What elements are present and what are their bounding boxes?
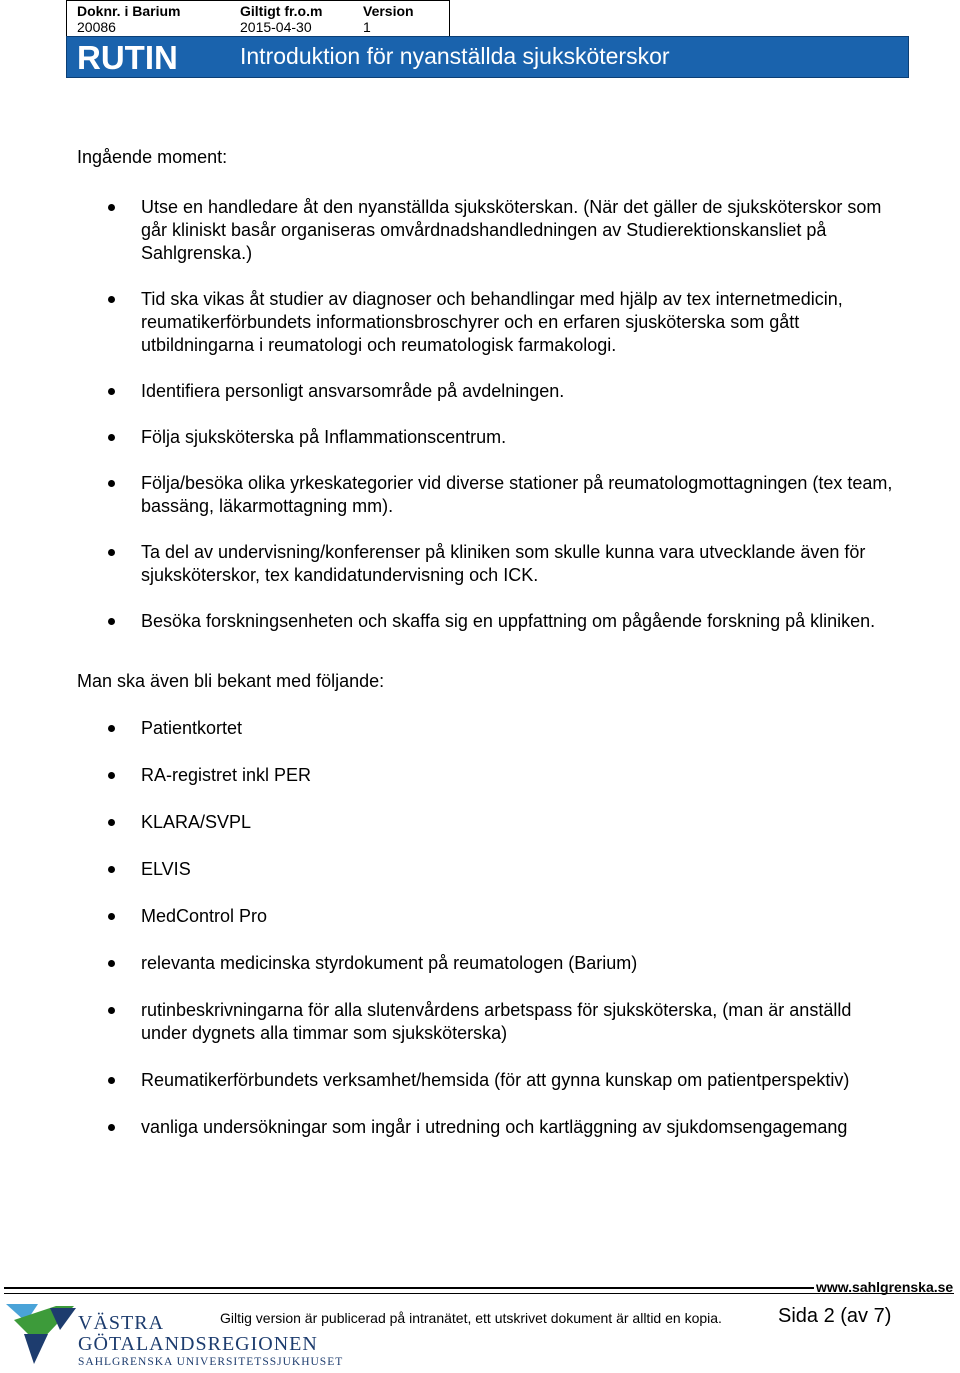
giltig-value: 2015-04-30 (240, 19, 312, 35)
section-heading-ingaende: Ingående moment: (77, 147, 228, 167)
logo-line-region: GÖTALANDSREGIONEN (78, 1333, 318, 1355)
list-item: Följa/besöka olika yrkeskategorier vid diverse stationer på reumatologmottagningen (tex team, bassäng, läkarmottagning mm). (77, 472, 897, 518)
logo-line-vastra: VÄSTRA (78, 1312, 165, 1334)
bullet-icon (108, 618, 115, 625)
list-item: Följa sjuksköterska på Inflammationscentrum. (77, 426, 897, 449)
footer-url-link[interactable]: www.sahlgrenska.se (816, 1279, 954, 1295)
section-heading-bekant: Man ska även bli bekant med följande: (77, 671, 385, 691)
list-item: Tid ska vikas åt studier av diagnoser och behandlingar med hjälp av tex internetmedicin, reumatikerförbundets informationsbroschyrer och en erfaren sjusköterska som gått utbildningarna i reumatologi och reumatologisk farmakologi. (77, 288, 897, 357)
bullet-icon (108, 772, 115, 779)
logo-line-hospital: SAHLGRENSKA UNIVERSITETSSJUKHUSET (78, 1356, 344, 1368)
bullet-icon (108, 1007, 115, 1014)
bekant-list (77, 717, 897, 1139)
version-label: Version (363, 3, 414, 19)
footer-divider-thin (4, 1293, 954, 1294)
list-item: rutinbeskrivningarna för alla slutenvårdens arbetspass för sjuksköterska, (man är anställd under dygnets alla timmar som sjuksköterska) (77, 999, 897, 1045)
bullet-icon (108, 388, 115, 395)
bullet-icon (108, 1077, 115, 1084)
version-value: 1 (363, 19, 371, 35)
bullet-icon (108, 480, 115, 487)
ingaende-list (77, 196, 897, 633)
validity-note: Giltig version är publicerad på intranätet, ett utskrivet dokument är alltid en kopia. (220, 1310, 722, 1326)
document-title: Introduktion för nyanställda sjuksköterskor (240, 43, 670, 69)
footer-divider (4, 1287, 814, 1289)
bullet-icon (108, 1124, 115, 1131)
document-body (77, 146, 897, 1163)
title-banner (66, 36, 909, 78)
list-item: Patientkortet (77, 717, 897, 740)
bullet-icon (108, 204, 115, 211)
page-number: Sida 2 (av 7) (778, 1305, 892, 1327)
document-meta-table (66, 0, 450, 36)
bullet-icon (108, 296, 115, 303)
bullet-icon (108, 913, 115, 920)
list-item: MedControl Pro (77, 905, 897, 928)
list-item: Besöka forskningsenheten och skaffa sig en uppfattning om pågående forskning på kliniken. (77, 610, 897, 633)
bullet-icon (108, 866, 115, 873)
list-item: KLARA/SVPL (77, 811, 897, 834)
list-item: Ta del av undervisning/konferenser på kliniken som skulle kunna vara utvecklande även för sjuksköterskor, tex kandidatundervisning och ICK. (77, 541, 897, 587)
list-item: vanliga undersökningar som ingår i utredning och kartläggning av sjukdomsengagemang (77, 1116, 897, 1139)
bullet-icon (108, 725, 115, 732)
list-item: Utse en handledare åt den nyanställda sjuksköterskan. (När det gäller de sjuksköterskor som går kliniskt basår organiseras omvårdnadshandledningen av Studierektionskansliet på Sahlgrenska.) (77, 196, 897, 265)
bullet-icon (108, 960, 115, 967)
bullet-icon (108, 549, 115, 556)
giltig-label: Giltigt fr.o.m (240, 3, 323, 19)
list-item: Identifiera personligt ansvarsområde på avdelningen. (77, 380, 897, 403)
list-item: ELVIS (77, 858, 897, 881)
list-item: RA-registret inkl PER (77, 764, 897, 787)
bullet-icon (108, 819, 115, 826)
document-type: RUTIN (77, 39, 178, 76)
list-item: relevanta medicinska styrdokument på reumatologen (Barium) (77, 952, 897, 975)
doknr-value: 20086 (77, 19, 116, 35)
list-item: Reumatikerförbundets verksamhet/hemsida (för att gynna kunskap om patientperspektiv) (77, 1069, 897, 1092)
bullet-icon (108, 434, 115, 441)
doknr-label: Doknr. i Barium (77, 3, 181, 19)
